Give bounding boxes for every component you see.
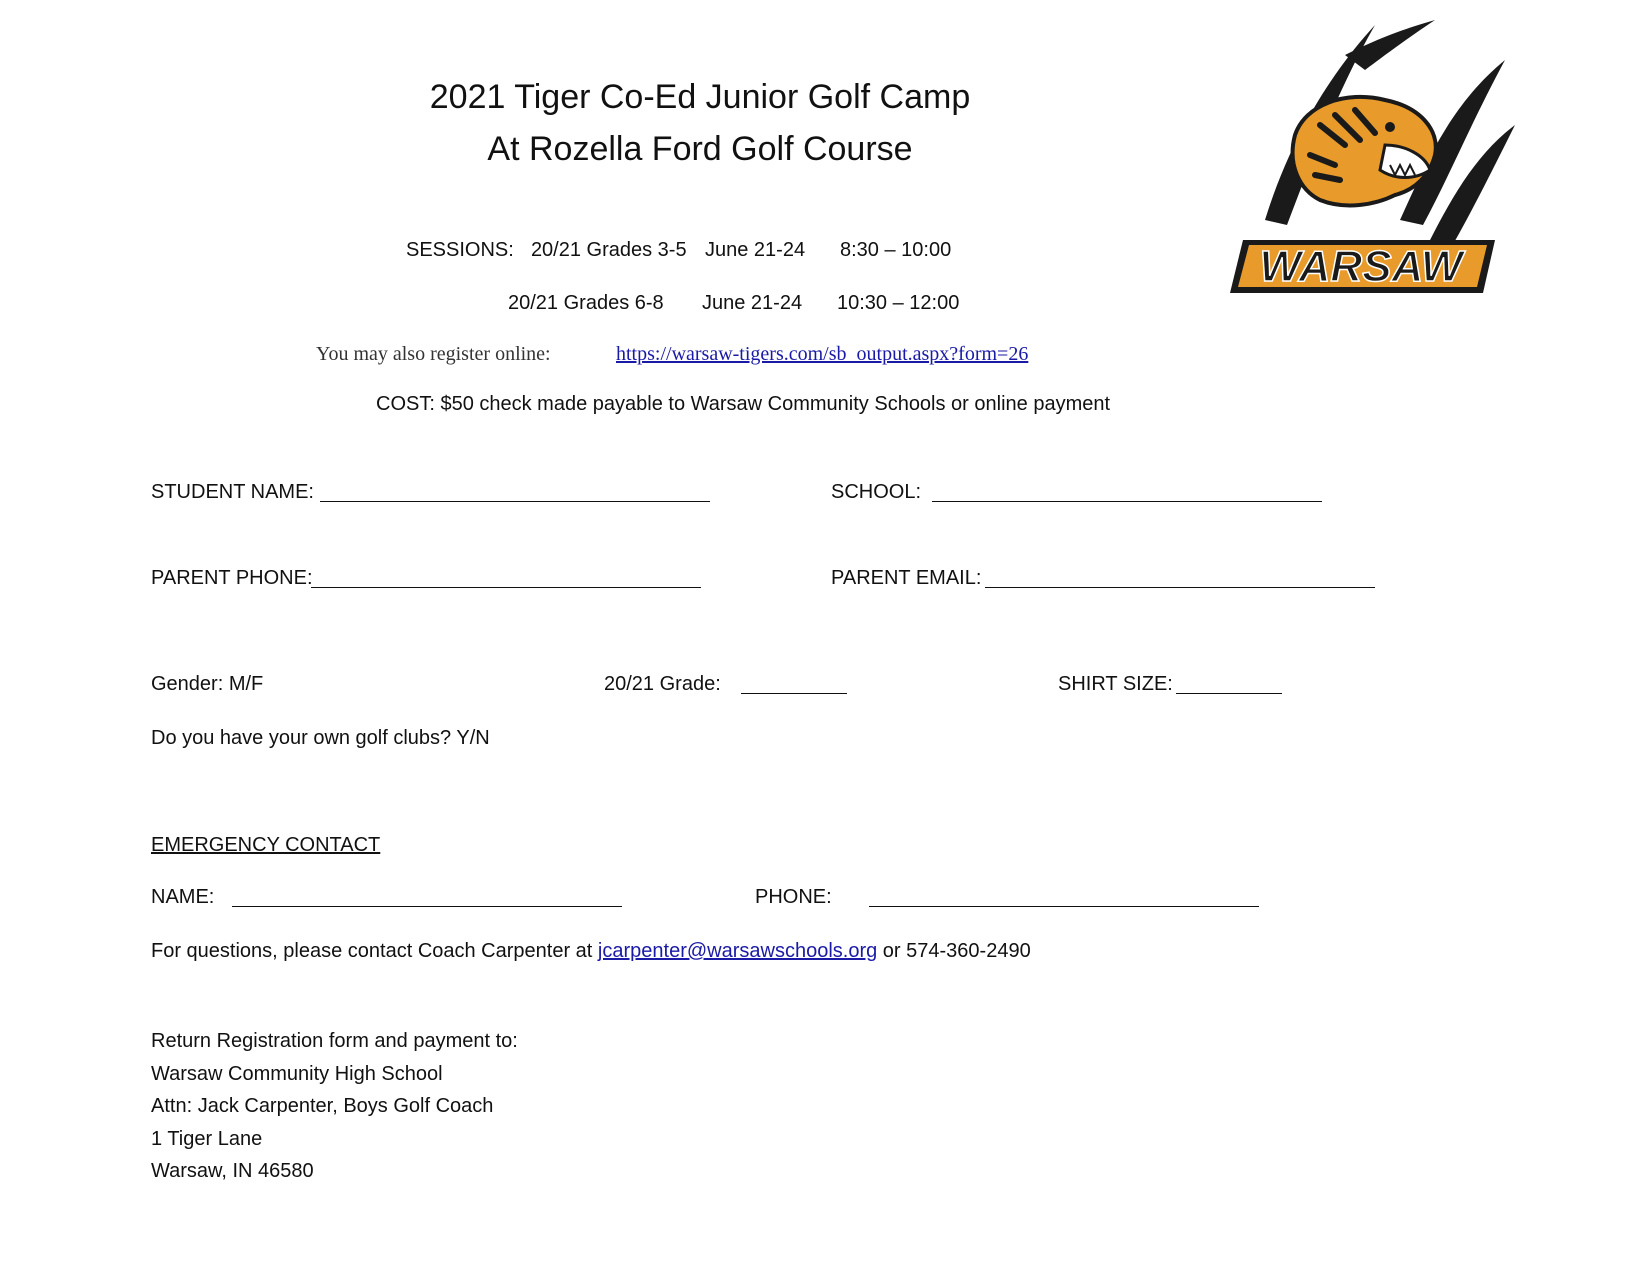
return-line: Warsaw Community High School [151, 1062, 443, 1085]
contact-email-link[interactable]: jcarpenter@warsawschools.org [597, 940, 878, 962]
cost-text: COST: $50 check made payable to Warsaw Community Schools or online payment [376, 393, 1111, 415]
register-link[interactable]: https://warsaw-tigers.com/sb_output.aspx?form=26 [616, 343, 1029, 365]
page-subtitle: At Rozella Ford Golf Course [487, 130, 913, 168]
emergency-phone-field[interactable] [869, 886, 1259, 907]
grade-field[interactable] [741, 673, 847, 694]
grade-label: 20/21 Grade: [604, 673, 721, 695]
return-line: Warsaw, IN 46580 [151, 1160, 314, 1182]
logo-text: WARSAW [1259, 242, 1463, 291]
emergency-name-field[interactable] [232, 886, 622, 907]
contact-line [151, 940, 1031, 963]
session-grades: 20/21 Grades 3-5 [530, 239, 687, 261]
register-label: You may also register online: [316, 343, 551, 365]
warsaw-tiger-logo [1225, 15, 1525, 315]
session-time: 8:30 – 10:00 [840, 239, 952, 261]
contact-suffix: or 574-360-2490 [882, 940, 1031, 962]
parent-phone-field[interactable] [311, 567, 701, 588]
shirt-size-label: SHIRT SIZE: [1058, 673, 1173, 695]
session-dates: June 21-24 [702, 292, 803, 314]
school-field[interactable] [932, 481, 1322, 502]
emergency-heading: EMERGENCY CONTACT [151, 834, 381, 856]
return-line: Attn: Jack Carpenter, Boys Golf Coach [151, 1095, 494, 1117]
gender-label: Gender: M/F [151, 673, 264, 695]
session-dates: June 21-24 [705, 239, 806, 261]
session-grades: 20/21 Grades 6-8 [508, 292, 664, 314]
student-name-field[interactable] [320, 481, 710, 502]
parent-phone-label: PARENT PHONE: [151, 567, 313, 589]
return-address [151, 1025, 518, 1188]
parent-email-label: PARENT EMAIL: [831, 567, 982, 589]
sessions-label: SESSIONS: [406, 239, 514, 261]
shirt-size-field[interactable] [1176, 673, 1282, 694]
school-label: SCHOOL: [831, 481, 922, 503]
clubs-question: Do you have your own golf clubs? Y/N [151, 727, 490, 749]
return-line: Return Registration form and payment to: [151, 1030, 518, 1052]
parent-email-field[interactable] [985, 567, 1375, 588]
return-line: 1 Tiger Lane [151, 1127, 263, 1150]
page-title: 2021 Tiger Co-Ed Junior Golf Camp [429, 78, 971, 116]
session-row-1 [406, 239, 687, 262]
contact-prefix: For questions, please contact Coach Carpenter at [151, 940, 593, 962]
session-time: 10:30 – 12:00 [837, 292, 960, 314]
emergency-phone-label: PHONE: [755, 886, 832, 908]
student-name-label: STUDENT NAME: [151, 481, 314, 503]
emergency-name-label: NAME: [151, 886, 215, 908]
